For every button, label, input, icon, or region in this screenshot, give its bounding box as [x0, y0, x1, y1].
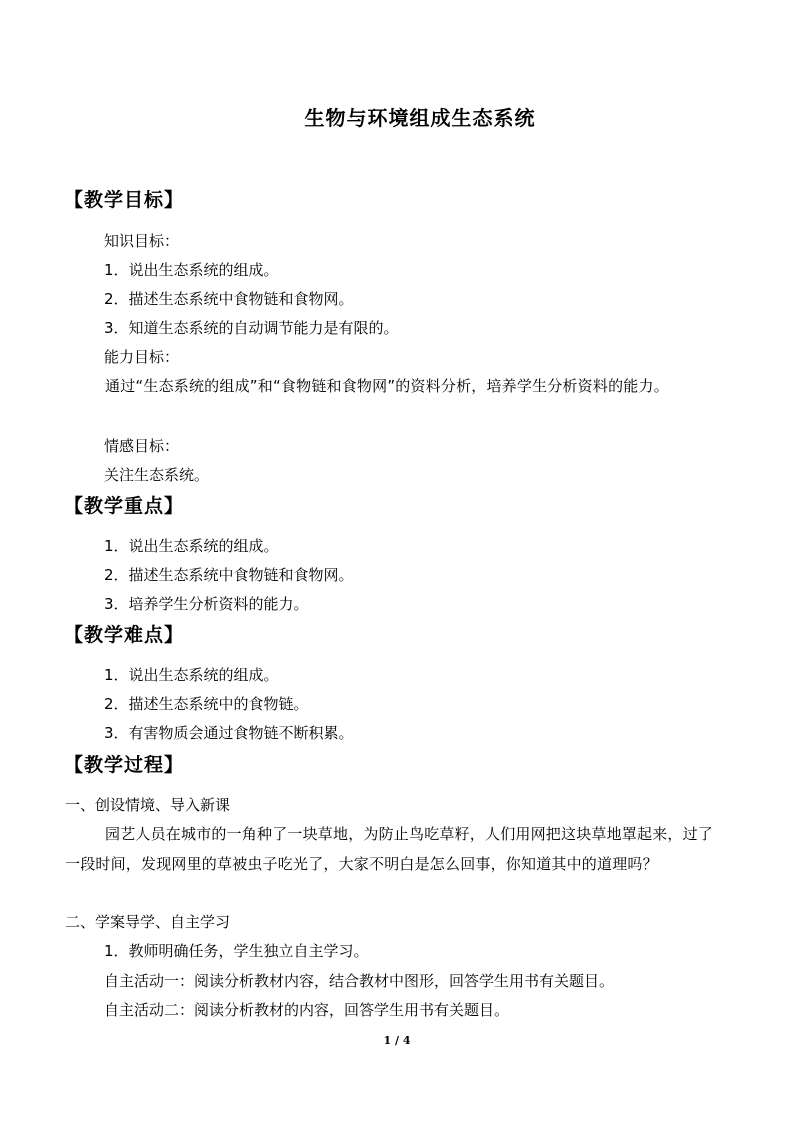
activity-two: 自主活动二：阅读分析教材的内容，回答学生用书有关题目。 [104, 1001, 510, 1019]
knowledge-goal-item: 3．知道生态系统的自动调节能力是有限的。 [104, 319, 399, 337]
process-part2-title: 二、学案导学、自主学习 [65, 913, 231, 931]
page-number: 1 / 4 [383, 1034, 411, 1047]
objectives-heading: 【教学目标】 [64, 189, 185, 211]
process-heading: 【教学过程】 [64, 754, 185, 776]
knowledge-goal-label: 知识目标： [104, 232, 180, 250]
key-point-item: 2．描述生态系统中食物链和食物网。 [104, 566, 354, 584]
ability-goal-label: 能力目标： [104, 348, 180, 366]
key-point-item: 1．说出生态系统的组成。 [104, 537, 279, 555]
difficulty-item: 2．描述生态系统中的食物链。 [104, 695, 309, 713]
emotion-goal-text: 关注生态系统。 [104, 466, 210, 484]
difficulty-item: 1．说出生态系统的组成。 [104, 666, 279, 684]
process-part1-text: 园艺人员在城市的一角种了一块草地，为防止鸟吃草籽，人们用网把这块草地罩起来，过了一段时间，发现网里的草被虫子吃光了，大家不明白是怎么回事，你知道其中的道理吗？ [65, 825, 714, 873]
difficulties-heading: 【教学难点】 [64, 624, 185, 646]
process-part1-title: 一、创设情境、导入新课 [65, 796, 231, 814]
key-point-item: 3．培养学生分析资料的能力。 [104, 595, 309, 613]
activity-one: 自主活动一：阅读分析教材内容，结合教材中图形，回答学生用书有关题目。 [104, 972, 615, 990]
document-title: 生物与环境组成生态系统 [304, 106, 536, 130]
knowledge-goal-item: 1．说出生态系统的组成。 [104, 261, 279, 279]
knowledge-goal-item: 2．描述生态系统中食物链和食物网。 [104, 290, 354, 308]
process-part2-item: 1．教师明确任务，学生独立自主学习。 [104, 942, 369, 960]
key-points-heading: 【教学重点】 [64, 495, 185, 517]
difficulty-item: 3．有害物质会通过食物链不断积累。 [104, 724, 354, 742]
ability-goal-text: 通过“生态系统的组成”和“食物链和食物网”的资料分析，培养学生分析资料的能力。 [105, 377, 669, 395]
emotion-goal-label: 情感目标： [104, 437, 180, 455]
